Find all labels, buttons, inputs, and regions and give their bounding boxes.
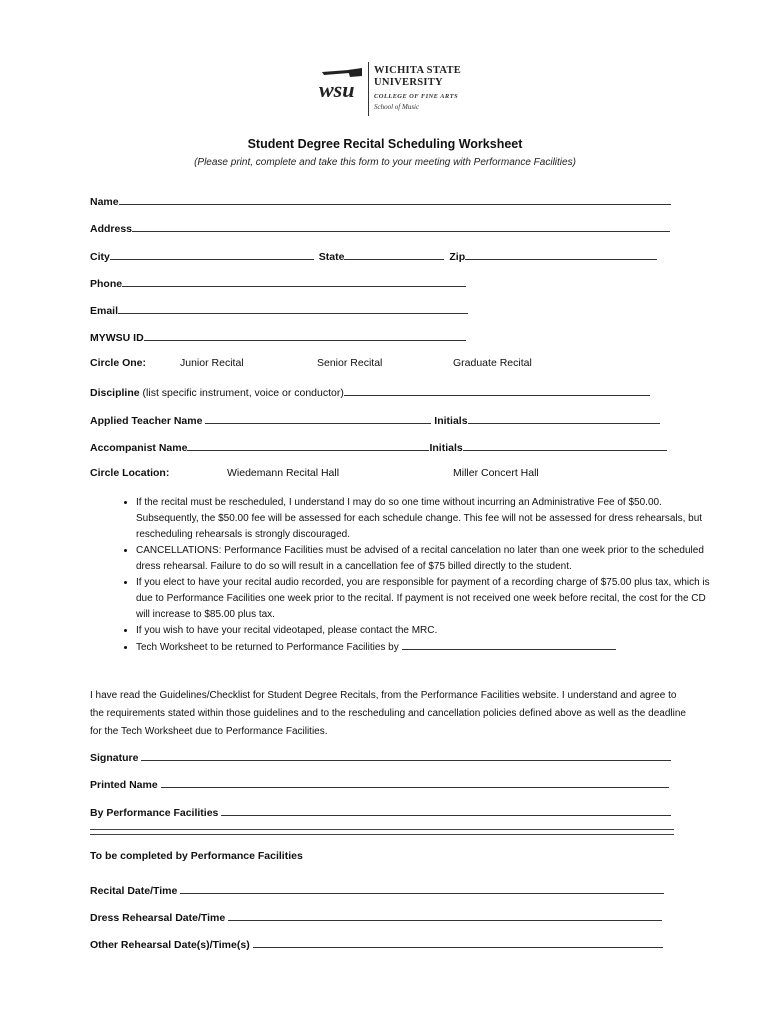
printed-name-field[interactable] [161,777,669,788]
wsu-shocker-logo-icon [318,66,364,100]
circle-one-label: Circle One: [90,357,147,369]
accompanist-initials-field[interactable] [463,440,667,451]
name-row [90,194,671,208]
recital-datetime-label: Recital Date/Time [90,885,178,897]
tech-worksheet-date-field[interactable] [402,639,616,650]
state-label: State [318,251,345,263]
state-field[interactable] [344,249,444,260]
other-rehearsal-field[interactable] [253,937,663,948]
circle-location-label: Circle Location: [90,467,170,479]
printed-name-label: Printed Name [90,779,158,791]
signature-label: Signature [90,752,139,764]
svg-text:wsu: wsu [319,77,355,100]
mywsu-id-field[interactable] [144,330,466,341]
accompanist-row [90,440,667,454]
rule-cancellations: • CANCELLATIONS: Performance Facilities must be advised of a recital cancelation no later than one week prior to the scheduled dress rehearsal. Failure to do so will result in a cancellation fee of $75 billed directly to the student. [136,543,716,575]
rule-tech-worksheet [136,639,716,656]
university-name-line2: UNIVERSITY [374,77,443,88]
form-title: Student Degree Recital Scheduling Worksheet [247,137,523,151]
address-label: Address [90,223,133,235]
name-label: Name [90,196,119,208]
discipline-row [90,385,650,399]
signature-field[interactable] [141,750,671,761]
by-pf-label: By Performance Facilities [90,807,219,819]
recital-rules-list [108,495,716,656]
discipline-field[interactable] [344,385,650,396]
rule-rescheduling: • If the recital must be rescheduled, I understand I may do so one time without incurring an Administrative Fee of $50.00. Subsequently, the $50.00 fee will be assessed for each schedule change. This fee will not be assessed for dress rehearsals, but rescheduling rehearsals is strongly discouraged. [136,495,716,543]
phone-field[interactable] [122,276,466,287]
rule-videotape: • If you wish to have your recital videotaped, please contact the MRC. [136,623,716,639]
phone-row [90,276,466,290]
mywsu-id-label: MYWSU ID [90,332,144,344]
city-field[interactable] [110,249,314,260]
applied-teacher-row [90,413,660,427]
name-field[interactable] [119,194,671,205]
email-field[interactable] [118,303,468,314]
dress-rehearsal-row [90,910,662,924]
city-state-zip-row [90,249,657,263]
applied-teacher-field[interactable] [205,413,431,424]
option-junior-recital[interactable]: Junior Recital [180,357,244,369]
accompanist-field[interactable] [187,440,429,451]
by-pf-row [90,805,671,819]
discipline-label: Discipline [90,387,140,399]
address-field[interactable] [132,221,670,232]
recital-datetime-row [90,883,664,897]
wsu-logo [318,62,468,118]
pf-section-label: To be completed by Performance Facilities [90,850,303,862]
form-subtitle: (Please print, complete and take this form to your meeting with Performance Facilities) [194,157,576,168]
teacher-initials-label: Initials [434,415,468,427]
agreement-paragraph: I have read the Guidelines/Checklist for Student Degree Recitals, from the Performance Facilities website. I understand and agree to the requirements stated within those guidelines and to the rescheduling and cancellation policies defined above as well as the deadline for the Tech Worksheet due to Performance Facilities. [90,690,686,737]
other-rehearsal-row [90,937,663,951]
discipline-hint: (list specific instrument, voice or conductor) [142,387,344,399]
zip-label: Zip [449,251,466,263]
section-separator [90,829,674,835]
teacher-initials-field[interactable] [468,413,660,424]
school-name: School of Music [374,103,420,111]
mywsu-id-row [90,330,466,344]
university-name-line1: WICHITA STATE [374,65,462,76]
option-graduate-recital[interactable]: Graduate Recital [453,357,532,369]
circle-location-row [90,467,169,479]
accompanist-initials-label: Initials [429,442,463,454]
zip-field[interactable] [465,249,657,260]
email-row [90,303,468,317]
pf-section-heading [90,850,303,862]
by-pf-field[interactable] [221,805,671,816]
accompanist-label: Accompanist Name [90,442,188,454]
option-wiedemann-recital-hall[interactable]: Wiedemann Recital Hall [227,467,340,479]
signature-row [90,750,671,764]
email-label: Email [90,305,119,317]
rule-audio-recording: • If you elect to have your recital audio recorded, you are responsible for payment of a recording charge of $75.00 plus tax, which is due to Performance Facilities one week prior to the recital. If payment is not received one week before recital, the cost for the CD will increase to $85.00 plus tax. [136,575,716,623]
recital-datetime-field[interactable] [180,883,664,894]
printed-name-row [90,777,669,791]
logo-divider [368,62,369,116]
other-rehearsal-label: Other Rehearsal Date(s)/Time(s) [90,939,250,951]
circle-one-row [90,357,146,369]
applied-teacher-label: Applied Teacher Name [90,415,203,427]
phone-label: Phone [90,278,123,290]
address-row [90,221,670,235]
rule-tech-worksheet-text: Tech Worksheet to be returned to Performance Facilities by [136,642,399,653]
city-label: City [90,251,110,263]
dress-rehearsal-label: Dress Rehearsal Date/Time [90,912,226,924]
option-senior-recital[interactable]: Senior Recital [317,357,383,369]
dress-rehearsal-field[interactable] [228,910,662,921]
college-name: COLLEGE OF FINE ARTS [374,93,459,100]
option-miller-concert-hall[interactable]: Miller Concert Hall [453,467,539,479]
